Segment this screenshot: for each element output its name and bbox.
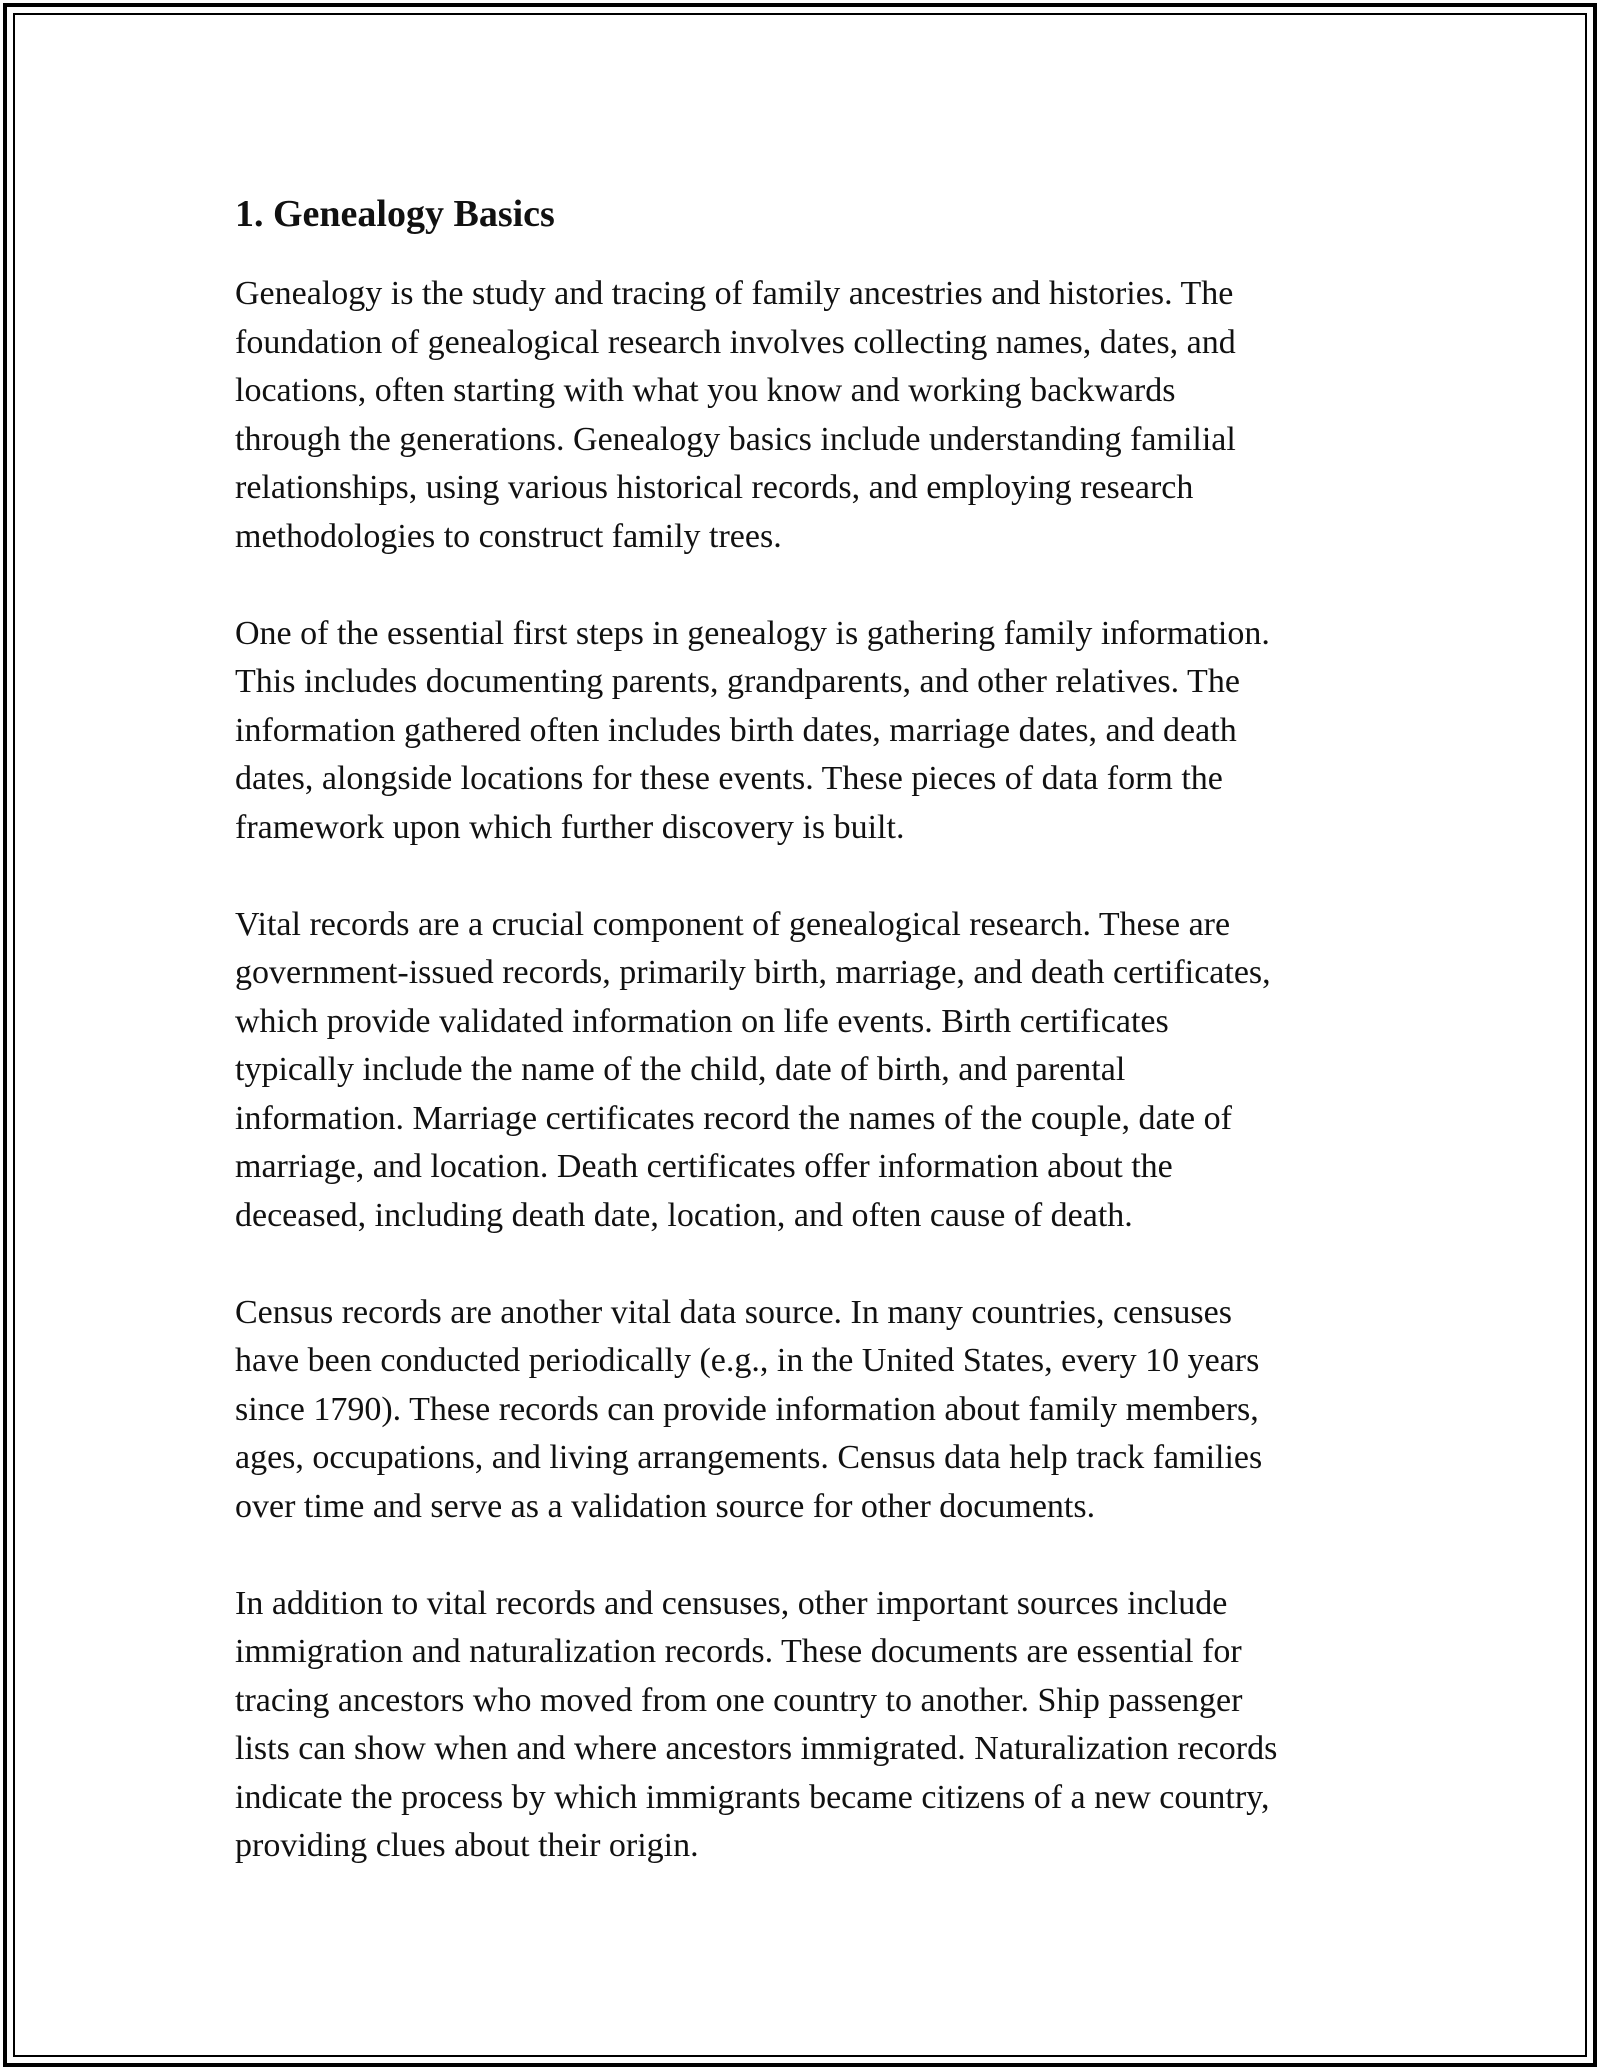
text-line: tracing ancestors who moved from one country to another. Ship passenger [235, 1681, 1243, 1719]
paragraph-gathering-information [235, 610, 1375, 853]
paragraph-vital-records [235, 901, 1375, 1241]
document-body [235, 185, 1375, 1919]
paragraph-immigration-records [235, 1580, 1375, 1871]
text-line: marriage, and location. Death certificates offer information about the [235, 1148, 1173, 1185]
text-line: foundation of genealogical research involves collecting names, dates, and [235, 323, 1236, 361]
text-line: methodologies to construct family trees. [235, 517, 782, 555]
text-line: ages, occupations, and living arrangements. Census data help track families [235, 1439, 1263, 1476]
paragraph-genealogy-definition [235, 270, 1375, 561]
text-line: Census records are another vital data source. In many countries, censuses [235, 1293, 1232, 1331]
text-line: typically include the name of the child, date of birth, and parental [235, 1051, 1126, 1088]
paragraph-census-records [235, 1289, 1375, 1532]
text-line: deceased, including death date, location, and often cause of death. [235, 1196, 1133, 1234]
text-line: immigration and naturalization records. These documents are essential for [235, 1633, 1242, 1670]
text-line: One of the essential first steps in genealogy is gathering family information. [235, 614, 1270, 652]
text-line: over time and serve as a validation source for other documents. [235, 1487, 1096, 1525]
text-line: providing clues about their origin. [235, 1827, 699, 1864]
text-line: This includes documenting parents, grandparents, and other relatives. The [235, 663, 1240, 700]
text-line: Genealogy is the study and tracing of family ancestries and histories. The [235, 275, 1234, 312]
text-line: lists can show when and where ancestors immigrated. Naturalization records [235, 1730, 1278, 1767]
text-line: which provide validated information on life events. Birth certificates [235, 1002, 1169, 1040]
text-line: information gathered often includes birth dates, marriage dates, and death [235, 711, 1237, 749]
text-line: through the generations. Genealogy basics include understanding familial [235, 420, 1236, 458]
text-line: relationships, using various historical records, and employing research [235, 469, 1194, 506]
text-line: dates, alongside locations for these events. These pieces of data form the [235, 760, 1223, 797]
text-line: government-issued records, primarily birth, marriage, and death certificates, [235, 954, 1271, 991]
text-line: locations, often starting with what you know and working backwards [235, 372, 1176, 409]
text-line: framework upon which further discovery is built. [235, 808, 905, 846]
text-line: In addition to vital records and censuses, other important sources include [235, 1584, 1228, 1622]
text-line: since 1790). These records can provide information about family members, [235, 1390, 1259, 1428]
text-line: Vital records are a crucial component of genealogical research. These are [235, 905, 1231, 943]
section-title: 1. Genealogy Basics [235, 193, 555, 235]
text-line: information. Marriage certificates record the names of the couple, date of [235, 1099, 1232, 1137]
text-line: indicate the process by which immigrants became citizens of a new country, [235, 1778, 1270, 1816]
text-line: have been conducted periodically (e.g., in the United States, every 10 years [235, 1342, 1260, 1379]
